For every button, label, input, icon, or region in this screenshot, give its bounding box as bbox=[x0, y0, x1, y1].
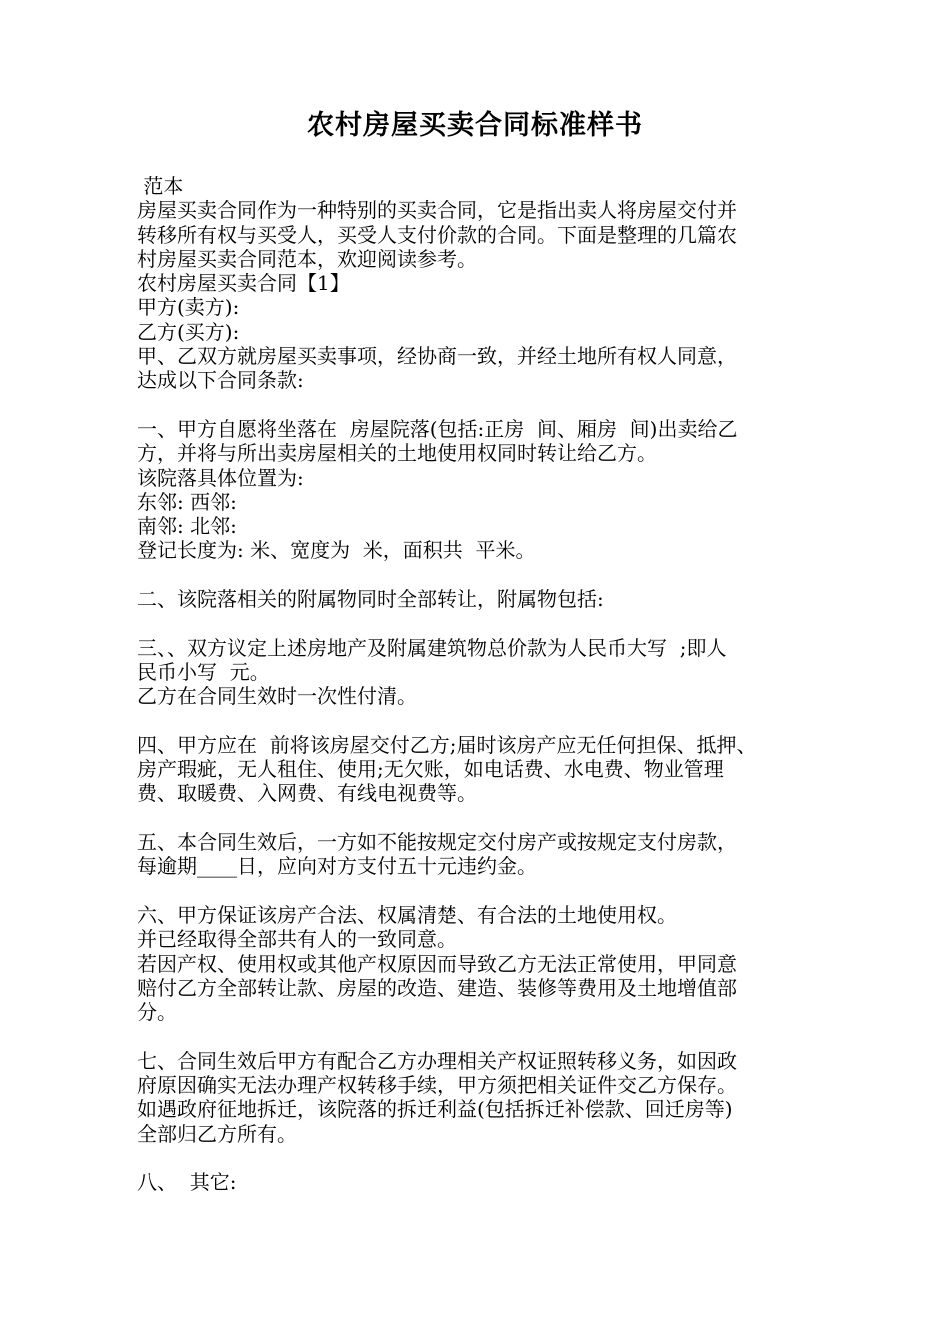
body-line: 五、本合同生效后，一方如不能按规定交付房产或按规定支付房款， bbox=[137, 830, 737, 855]
body-line: 转移所有权与买受人，买受人支付价款的合同。下面是整理的几篇农 bbox=[137, 222, 737, 247]
body-line: 六、甲方保证该房产合法、权属清楚、有合法的土地使用权。 bbox=[137, 902, 677, 927]
blank-line bbox=[137, 563, 817, 587]
body-line: 甲方(卖方): bbox=[137, 295, 240, 320]
body-line: 一、甲方自愿将坐落在 房屋院落(包括:正房 间、厢房 间)出卖给乙 bbox=[137, 416, 738, 441]
body-line: 登记长度为: 米、宽度为 米，面积共 平米。 bbox=[137, 538, 536, 563]
body-line: 南邻: 北邻: bbox=[137, 514, 237, 539]
blank-line bbox=[137, 1024, 817, 1048]
body-line: 若因产权、使用权或其他产权原因而导致乙方无法正常使用，甲同意 bbox=[137, 951, 737, 976]
blank-line bbox=[137, 393, 817, 417]
body-line: 二、该院落相关的附属物同时全部转让，附属物包括: bbox=[137, 587, 604, 612]
body-line: 范本 bbox=[137, 174, 184, 198]
body-line: 东邻: 西邻: bbox=[137, 489, 237, 514]
body-line: 村房屋买卖合同范本，欢迎阅读参考。 bbox=[137, 246, 477, 271]
body-line: 全部归乙方所有。 bbox=[137, 1121, 297, 1146]
body-line: 乙方(买方): bbox=[137, 319, 240, 344]
body-line: 房产瑕疵，无人租住、使用;无欠账，如电话费、水电费、物业管理 bbox=[137, 757, 724, 782]
body-line: 三、、双方议定上述房地产及附属建筑物总价款为人民币大写 ;即人 bbox=[137, 635, 727, 660]
document-title: 农村房屋买卖合同标准样书 bbox=[307, 110, 643, 141]
blank-line bbox=[137, 879, 817, 903]
blank-line bbox=[137, 611, 817, 635]
blank-line bbox=[137, 1146, 817, 1170]
body-line: 八、 其它: bbox=[137, 1170, 237, 1195]
body-line: 分。 bbox=[137, 1000, 177, 1025]
document-body bbox=[137, 174, 817, 1194]
body-line: 费、取暖费、入网费、有线电视费等。 bbox=[137, 781, 477, 806]
body-line: 民币小写 元。 bbox=[137, 659, 270, 684]
body-line: 如遇政府征地拆迁，该院落的拆迁利益(包括拆迁补偿款、回迁房等) bbox=[137, 1097, 733, 1122]
body-line: 乙方在合同生效时一次性付清。 bbox=[137, 684, 417, 709]
body-line: 府原因确实无法办理产权转移手续，甲方须把相关证件交乙方保存。 bbox=[137, 1072, 737, 1097]
body-line: 房屋买卖合同作为一种特别的买卖合同，它是指出卖人将房屋交付并 bbox=[137, 198, 737, 223]
body-line: 赔付乙方全部转让款、房屋的改造、建造、装修等费用及土地增值部 bbox=[137, 975, 737, 1000]
body-line: 四、甲方应在 前将该房屋交付乙方;届时该房产应无任何担保、抵押、 bbox=[137, 732, 757, 757]
blank-line bbox=[137, 806, 817, 830]
body-line: 每逾期____日，应向对方支付五十元违约金。 bbox=[137, 854, 537, 879]
body-line: 七、合同生效后甲方有配合乙方办理相关产权证照转移义务，如因政 bbox=[137, 1048, 737, 1073]
body-line: 该院落具体位置为: bbox=[137, 465, 304, 490]
body-line: 甲、乙双方就房屋买卖事项，经协商一致，并经土地所有权人同意， bbox=[137, 344, 737, 369]
body-line: 并已经取得全部共有人的一致同意。 bbox=[137, 927, 457, 952]
blank-line bbox=[137, 709, 817, 733]
body-line: 农村房屋买卖合同【1】 bbox=[137, 271, 350, 296]
body-line: 达成以下合同条款: bbox=[137, 368, 304, 393]
body-line: 方，并将与所出卖房屋相关的土地使用权同时转让给乙方。 bbox=[137, 441, 657, 466]
